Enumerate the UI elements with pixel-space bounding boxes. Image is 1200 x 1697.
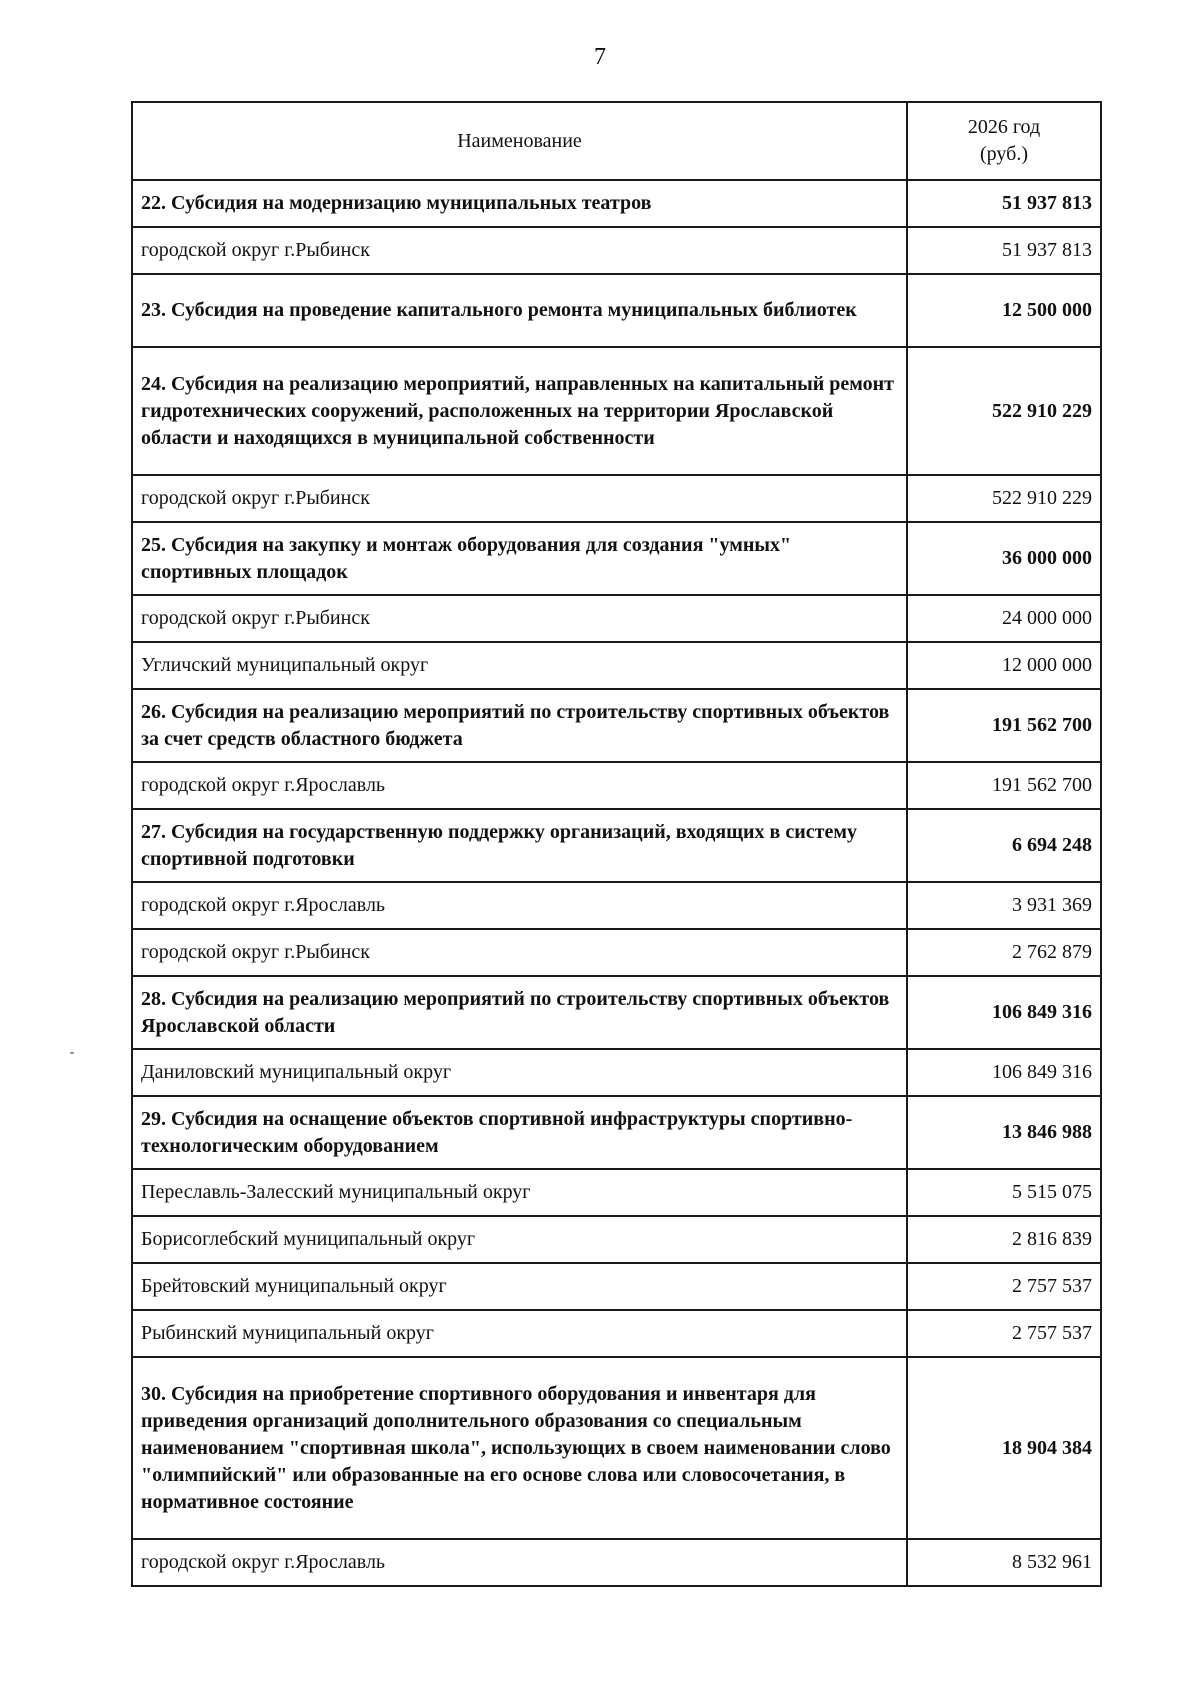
subsidy-amount: 6 694 248 [907,809,1101,882]
municipality-amount: 8 532 961 [907,1539,1101,1586]
subsidy-amount: 191 562 700 [907,689,1101,762]
municipality-amount: 12 000 000 [907,642,1101,689]
municipality-name: Брейтовский муниципальный округ [132,1263,907,1310]
municipality-name: городской округ г.Рыбинск [132,227,907,274]
municipality-name: Рыбинский муниципальный округ [132,1310,907,1357]
subsidy-row [132,274,1101,347]
municipality-name: городской округ г.Ярославль [132,762,907,809]
municipality-amount: 2 816 839 [907,1216,1101,1263]
subsidy-amount: 18 904 384 [907,1357,1101,1539]
subsidy-title: 30. Субсидия на приобретение спортивного оборудования и инвентаря для приведения организаций дополнительного образования со специальным наименованием "спортивная школа", использующих в своем наименовании слово "олимпийский" или образованные на его основе слова или словосочетания, в нормативное состояние [132,1357,907,1539]
header-sum-cell [907,102,1101,180]
municipality-row [132,762,1101,809]
municipality-row [132,595,1101,642]
municipality-name: Борисоглебский муниципальный округ [132,1216,907,1263]
subsidy-amount: 12 500 000 [907,274,1101,347]
municipality-row [132,929,1101,976]
subsidy-table [131,101,1102,1587]
municipality-row [132,1169,1101,1216]
municipality-row [132,1310,1101,1357]
municipality-amount: 522 910 229 [907,475,1101,522]
municipality-amount: 3 931 369 [907,882,1101,929]
subsidy-title: 28. Субсидия на реализацию мероприятий по строительству спортивных объектов Ярославской области [132,976,907,1049]
header-sum-year: 2026 год [967,116,1041,138]
municipality-row [132,1049,1101,1096]
municipality-row [132,1216,1101,1263]
municipality-row [132,227,1101,274]
subsidy-row [132,522,1101,595]
subsidy-amount: 522 910 229 [907,347,1101,475]
subsidy-amount: 106 849 316 [907,976,1101,1049]
municipality-amount: 191 562 700 [907,762,1101,809]
municipality-amount: 2 757 537 [907,1310,1101,1357]
subsidy-title: 29. Субсидия на оснащение объектов спортивной инфраструктуры спортивно-технологическим оборудованием [132,1096,907,1169]
header-name-cell: Наименование [132,102,907,180]
municipality-amount: 5 515 075 [907,1169,1101,1216]
municipality-row [132,1539,1101,1586]
municipality-row [132,642,1101,689]
subsidy-row [132,689,1101,762]
subsidy-title: 24. Субсидия на реализацию мероприятий, направленных на капитальный ремонт гидротехнических сооружений, расположенных на территории Ярославской области и находящихся в муниципальной собственности [132,347,907,475]
subsidy-title: 27. Субсидия на государственную поддержку организаций, входящих в систему спортивной подготовки [132,809,907,882]
municipality-row [132,882,1101,929]
subsidy-title: 22. Субсидия на модернизацию муниципальных театров [132,180,907,227]
subsidy-amount: 36 000 000 [907,522,1101,595]
subsidy-title: 26. Субсидия на реализацию мероприятий по строительству спортивных объектов за счет средств областного бюджета [132,689,907,762]
subsidy-row [132,347,1101,475]
municipality-amount: 2 757 537 [907,1263,1101,1310]
municipality-name: Переславль-Залесский муниципальный округ [132,1169,907,1216]
municipality-name: Даниловский муниципальный округ [132,1049,907,1096]
municipality-name: городской округ г.Рыбинск [132,929,907,976]
subsidy-row [132,1096,1101,1169]
subsidy-row [132,809,1101,882]
subsidy-amount: 51 937 813 [907,180,1101,227]
municipality-amount: 24 000 000 [907,595,1101,642]
municipality-amount: 106 849 316 [907,1049,1101,1096]
subsidy-row [132,1357,1101,1539]
municipality-row [132,475,1101,522]
page-number: 7 [594,44,606,70]
subsidy-row [132,976,1101,1049]
subsidy-row [132,180,1101,227]
municipality-amount: 2 762 879 [907,929,1101,976]
municipality-name: городской округ г.Рыбинск [132,475,907,522]
municipality-row [132,1263,1101,1310]
municipality-name: городской округ г.Рыбинск [132,595,907,642]
subsidy-title: 25. Субсидия на закупку и монтаж оборудования для создания "умных" спортивных площадок [132,522,907,595]
subsidy-title: 23. Субсидия на проведение капитального ремонта муниципальных библиотек [132,274,907,347]
header-sum-unit: (руб.) [980,143,1028,165]
municipality-amount: 51 937 813 [907,227,1101,274]
municipality-name: Угличский муниципальный округ [132,642,907,689]
subsidy-amount: 13 846 988 [907,1096,1101,1169]
municipality-name: городской округ г.Ярославль [132,882,907,929]
municipality-name: городской округ г.Ярославль [132,1539,907,1586]
table-header-row [132,102,1101,180]
scan-speck [70,1052,74,1054]
